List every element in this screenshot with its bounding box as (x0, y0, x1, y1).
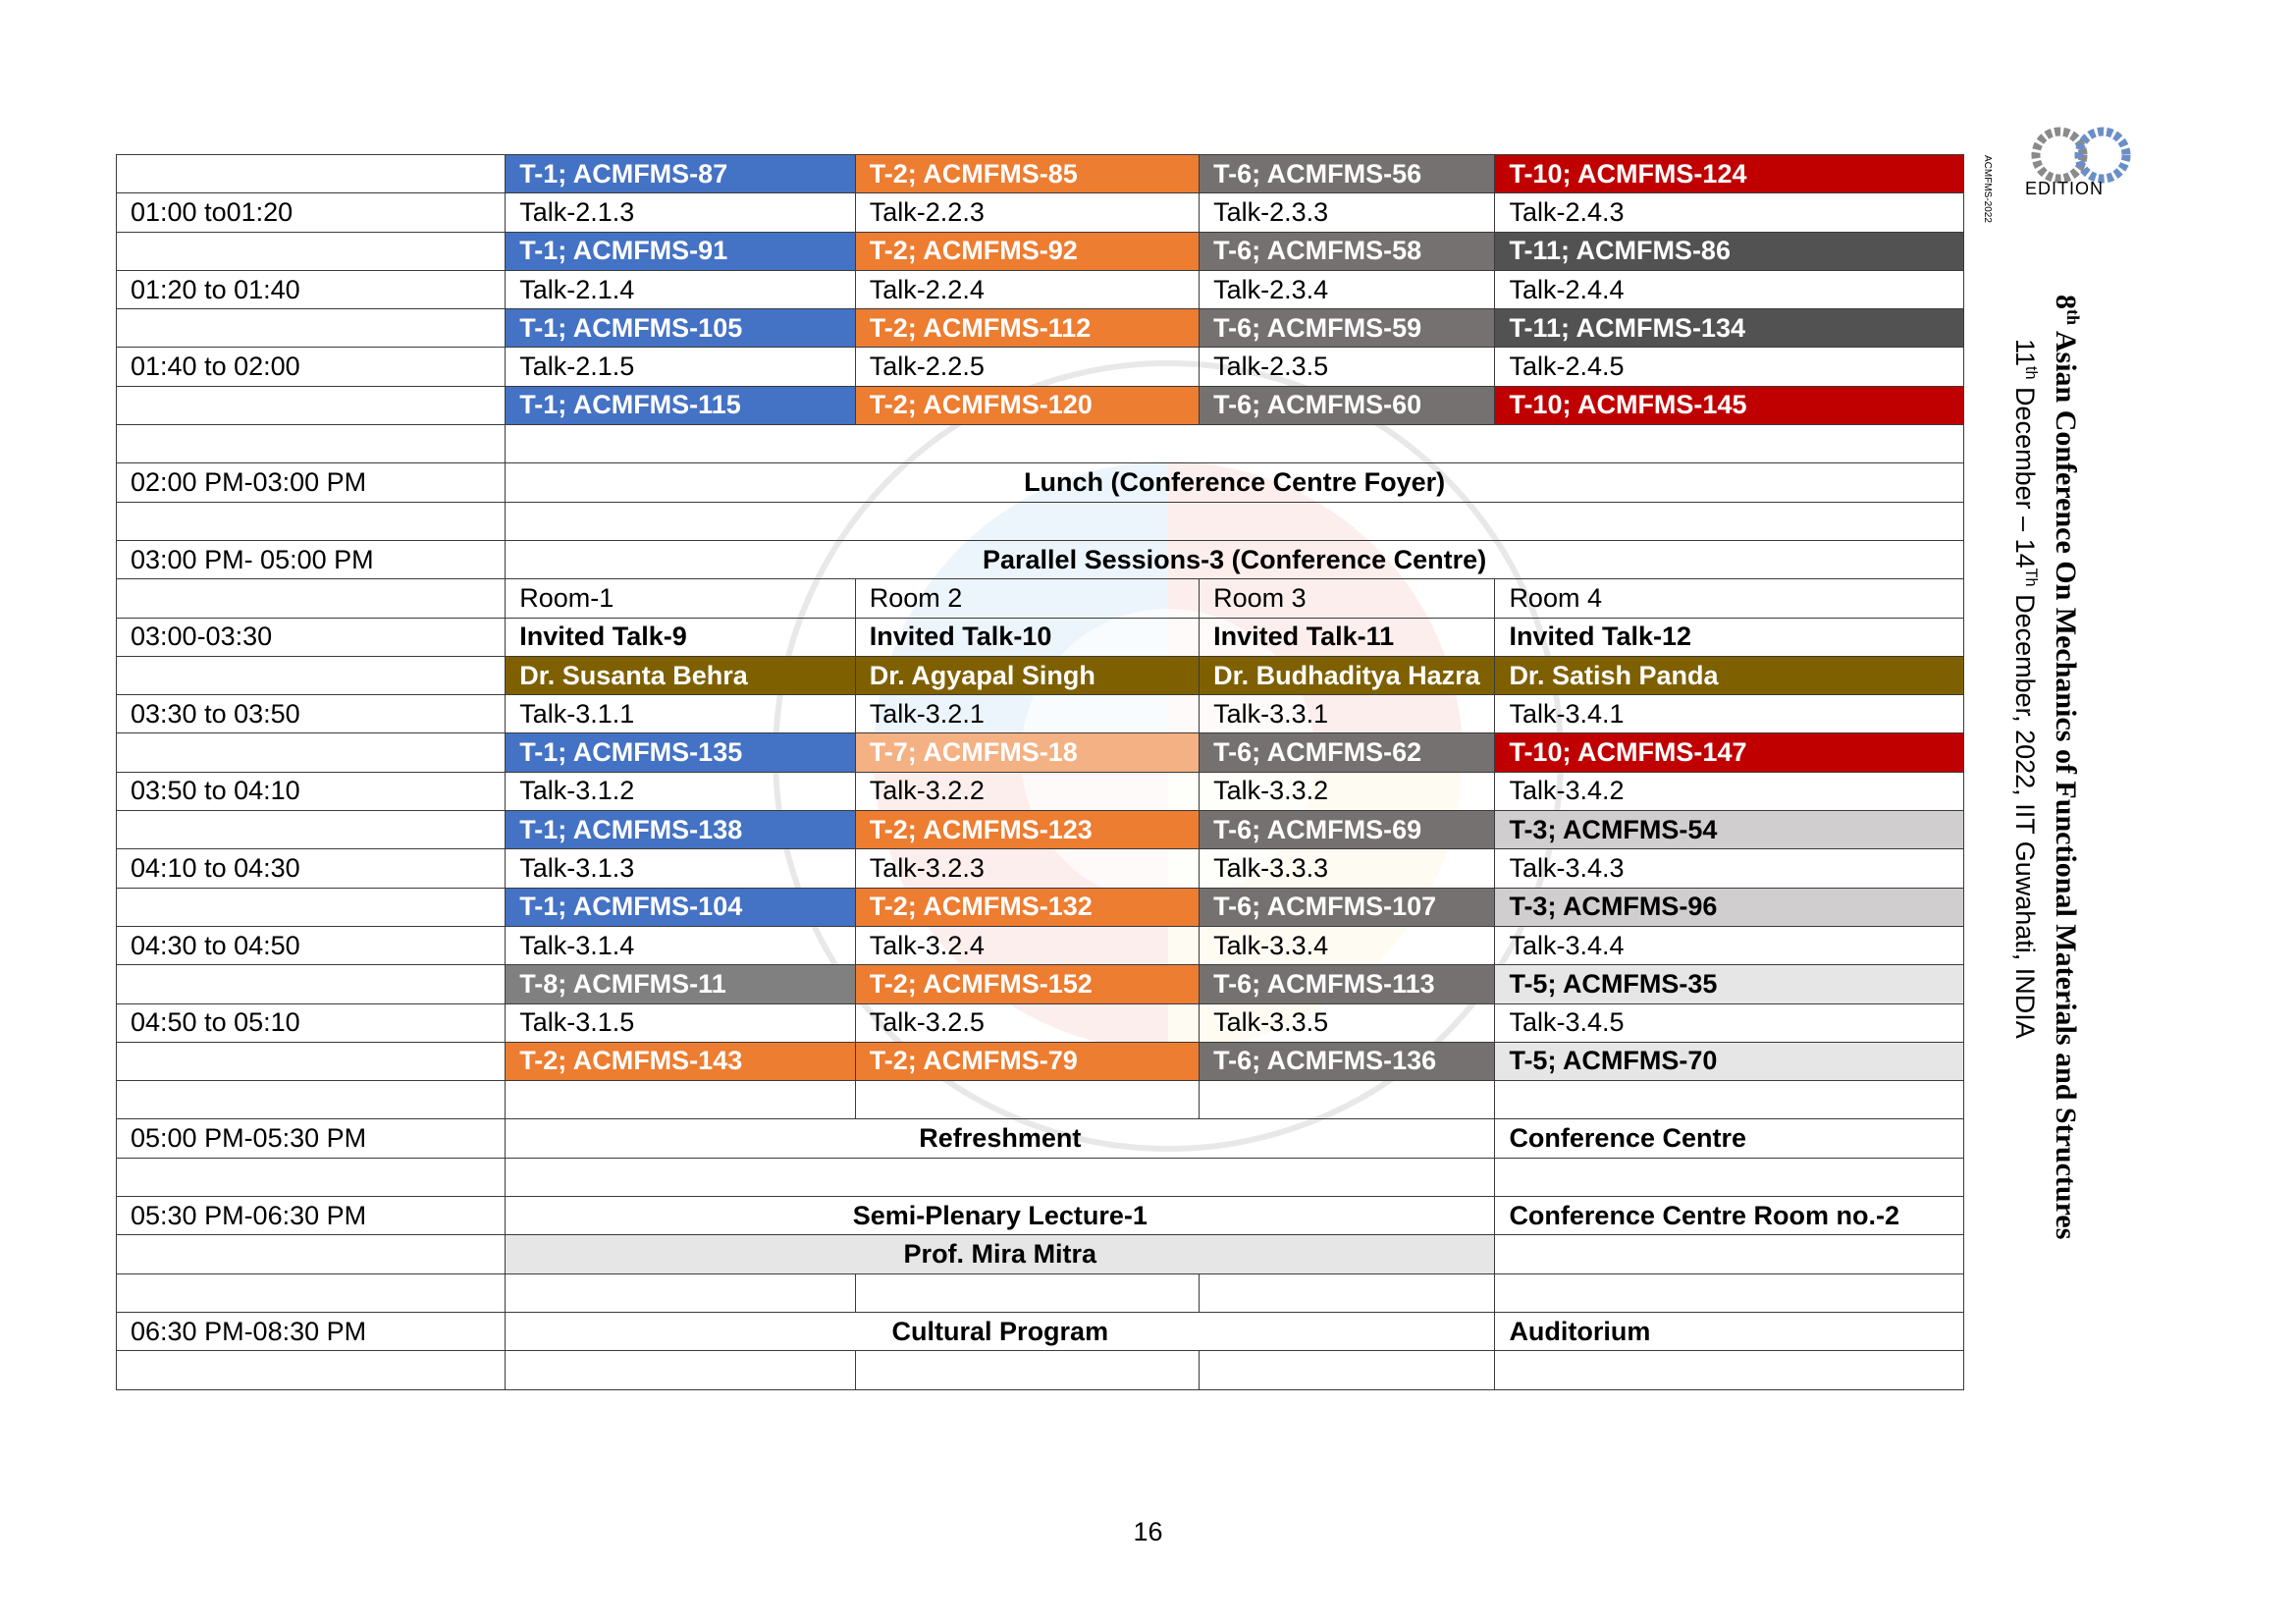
paper-cell: T-8; ACMFMS-11 (506, 965, 856, 1003)
paper-cell: T-2; ACMFMS-143 (506, 1042, 856, 1080)
table-row (117, 1197, 1964, 1235)
time-cell (117, 386, 506, 424)
talk-cell: Talk-3.3.2 (1200, 772, 1495, 810)
table-row (117, 1003, 1964, 1042)
paper-cell: T-1; ACMFMS-135 (506, 733, 856, 772)
lunch-cell: Lunch (Conference Centre Foyer) (506, 463, 1964, 502)
time-cell: 01:00 to01:20 (117, 193, 506, 232)
venue-cell: Conference Centre Room no.-2 (1495, 1197, 1964, 1235)
talk-cell: Talk-2.4.4 (1495, 270, 1964, 308)
paper-cell: T-1; ACMFMS-91 (506, 232, 856, 270)
span-cell (506, 502, 1964, 540)
paper-cell: T-6; ACMFMS-113 (1200, 965, 1495, 1003)
time-cell (117, 888, 506, 926)
logo-edition-text: EDITION (2025, 179, 2105, 198)
table-row (117, 1081, 1964, 1119)
invited-talk-cell: Invited Talk-11 (1200, 618, 1495, 656)
talk-cell: Talk-3.2.3 (855, 849, 1199, 888)
talk-cell: Talk-2.4.3 (1495, 193, 1964, 232)
paper-cell: T-6; ACMFMS-60 (1200, 386, 1495, 424)
speaker-cell: Dr. Susanta Behra (506, 656, 856, 694)
title-ordinal-suffix: th (2063, 309, 2083, 326)
paper-cell: T-2; ACMFMS-123 (855, 811, 1199, 849)
speaker-cell: Dr. Budhaditya Hazra (1200, 656, 1495, 694)
empty-cell (855, 1081, 1199, 1119)
table-row (117, 965, 1964, 1003)
time-cell: 04:10 to 04:30 (117, 849, 506, 888)
table-row (117, 926, 1964, 964)
plenary-speaker-cell: Prof. Mira Mitra (506, 1235, 1495, 1273)
time-cell: 06:30 PM-08:30 PM (117, 1312, 506, 1350)
table-row (117, 309, 1964, 348)
venue-cell (1495, 1158, 1964, 1196)
venue-cell (1495, 1235, 1964, 1273)
time-cell (117, 1042, 506, 1080)
talk-cell: Talk-3.3.3 (1200, 849, 1495, 888)
paper-cell: T-7; ACMFMS-18 (855, 733, 1199, 772)
table-row (117, 425, 1964, 463)
talk-cell: Talk-2.2.3 (855, 193, 1199, 232)
time-cell (117, 965, 506, 1003)
paper-cell: T-2; ACMFMS-120 (855, 386, 1199, 424)
time-cell: 03:50 to 04:10 (117, 772, 506, 810)
table-row (117, 849, 1964, 888)
talk-cell: Talk-3.1.1 (506, 695, 856, 733)
room-cell: Room 2 (855, 579, 1199, 618)
paper-cell: T-6; ACMFMS-136 (1200, 1042, 1495, 1080)
time-cell (117, 155, 506, 193)
table-row (117, 733, 1964, 772)
time-cell: 03:00-03:30 (117, 618, 506, 656)
talk-cell: Talk-3.4.2 (1495, 772, 1964, 810)
time-cell (117, 1235, 506, 1273)
time-cell (117, 502, 506, 540)
paper-cell: T-6; ACMFMS-62 (1200, 733, 1495, 772)
cultural-program-cell: Cultural Program (506, 1312, 1495, 1350)
talk-cell: Talk-3.1.5 (506, 1003, 856, 1042)
empty-cell (506, 1351, 856, 1389)
paper-cell: T-6; ACMFMS-59 (1200, 309, 1495, 348)
talk-cell: Talk-3.2.2 (855, 772, 1199, 810)
paper-cell: T-2; ACMFMS-152 (855, 965, 1199, 1003)
table-row (117, 270, 1964, 308)
session-title-cell: Parallel Sessions-3 (Conference Centre) (506, 540, 1964, 578)
table-row (117, 463, 1964, 502)
logo-side-text: ACMFMS-2022 (1982, 155, 1993, 223)
time-cell (117, 425, 506, 463)
date-start-suffix: th (2022, 366, 2040, 380)
table-row (117, 1351, 1964, 1389)
time-cell (117, 1273, 506, 1312)
invited-talk-cell: Invited Talk-9 (506, 618, 856, 656)
table-row (117, 579, 1964, 618)
table-row (117, 811, 1964, 849)
time-cell: 03:00 PM- 05:00 PM (117, 540, 506, 578)
table-row (117, 1235, 1964, 1273)
time-cell (117, 656, 506, 694)
paper-cell: T-5; ACMFMS-70 (1495, 1042, 1964, 1080)
table-row (117, 695, 1964, 733)
paper-cell: T-1; ACMFMS-87 (506, 155, 856, 193)
invited-talk-cell: Invited Talk-12 (1495, 618, 1964, 656)
talk-cell: Talk-2.3.3 (1200, 193, 1495, 232)
room-cell: Room-1 (506, 579, 856, 618)
talk-cell: Talk-2.1.4 (506, 270, 856, 308)
speaker-cell: Dr. Agyapal Singh (855, 656, 1199, 694)
time-cell: 02:00 PM-03:00 PM (117, 463, 506, 502)
talk-cell: Talk-3.4.3 (1495, 849, 1964, 888)
date-rest: December, 2022, IIT Guwahati, INDIA (2010, 586, 2040, 1039)
empty-cell (1200, 1081, 1495, 1119)
time-cell (117, 733, 506, 772)
table-row (117, 386, 1964, 424)
empty-cell (1495, 1273, 1964, 1312)
empty-cell (1200, 1273, 1495, 1312)
paper-cell: T-6; ACMFMS-58 (1200, 232, 1495, 270)
room-cell: Room 4 (1495, 579, 1964, 618)
table-row (117, 1042, 1964, 1080)
talk-cell: Talk-2.1.5 (506, 348, 856, 386)
time-cell (117, 232, 506, 270)
paper-cell: T-2; ACMFMS-132 (855, 888, 1199, 926)
refreshment-cell: Refreshment (506, 1119, 1495, 1158)
paper-cell: T-5; ACMFMS-35 (1495, 965, 1964, 1003)
conference-dates (2009, 339, 2040, 1039)
talk-cell: Talk-2.1.3 (506, 193, 856, 232)
talk-cell: Talk-3.1.4 (506, 926, 856, 964)
title-ordinal: 8 (2050, 295, 2082, 309)
empty-cell (855, 1273, 1199, 1312)
paper-cell: T-6; ACMFMS-107 (1200, 888, 1495, 926)
paper-cell: T-1; ACMFMS-104 (506, 888, 856, 926)
date-end-suffix: Th (2022, 568, 2040, 587)
empty-cell (506, 1081, 856, 1119)
talk-cell: Talk-3.3.4 (1200, 926, 1495, 964)
table-row (117, 193, 1964, 232)
table-row (117, 888, 1964, 926)
date-start-day: 11 (2010, 339, 2040, 367)
empty-cell (1495, 1351, 1964, 1389)
time-cell (117, 309, 506, 348)
table-row (117, 348, 1964, 386)
page-number: 16 (1133, 1517, 1163, 1546)
time-cell: 04:30 to 04:50 (117, 926, 506, 964)
time-cell: 04:50 to 05:10 (117, 1003, 506, 1042)
table-row (117, 1158, 1964, 1196)
paper-cell: T-6; ACMFMS-56 (1200, 155, 1495, 193)
talk-cell: Talk-2.3.5 (1200, 348, 1495, 386)
empty-cell (506, 1273, 856, 1312)
schedule-table (116, 154, 1964, 1390)
invited-talk-cell: Invited Talk-10 (855, 618, 1199, 656)
table-row (117, 1119, 1964, 1158)
date-middle: December – 14 (2010, 379, 2040, 568)
table-row (117, 1312, 1964, 1350)
time-cell (117, 1158, 506, 1196)
time-cell (117, 1081, 506, 1119)
talk-cell: Talk-3.3.1 (1200, 695, 1495, 733)
paper-cell: T-10; ACMFMS-147 (1495, 733, 1964, 772)
conference-title (2049, 295, 2083, 1239)
paper-cell: T-2; ACMFMS-85 (855, 155, 1199, 193)
talk-cell: Talk-3.4.5 (1495, 1003, 1964, 1042)
talk-cell: Talk-2.2.5 (855, 348, 1199, 386)
paper-cell: T-2; ACMFMS-112 (855, 309, 1199, 348)
paper-cell: T-1; ACMFMS-105 (506, 309, 856, 348)
talk-cell: Talk-2.4.5 (1495, 348, 1964, 386)
table-row (117, 232, 1964, 270)
talk-cell: Talk-3.2.5 (855, 1003, 1199, 1042)
table-row (117, 155, 1964, 193)
paper-cell: T-6; ACMFMS-69 (1200, 811, 1495, 849)
talk-cell: Talk-3.1.2 (506, 772, 856, 810)
talk-cell: Talk-3.4.1 (1495, 695, 1964, 733)
talk-cell: Talk-3.2.4 (855, 926, 1199, 964)
paper-cell: T-3; ACMFMS-54 (1495, 811, 1964, 849)
paper-cell: T-1; ACMFMS-115 (506, 386, 856, 424)
time-cell: 05:30 PM-06:30 PM (117, 1197, 506, 1235)
venue-cell: Auditorium (1495, 1312, 1964, 1350)
title-text: Asian Conference On Mechanics of Functional Materials and Structures (2050, 325, 2082, 1240)
talk-cell: Talk-3.1.3 (506, 849, 856, 888)
talk-cell: Talk-3.3.5 (1200, 1003, 1495, 1042)
paper-cell: T-3; ACMFMS-96 (1495, 888, 1964, 926)
empty-cell (1200, 1351, 1495, 1389)
talk-cell: Talk-3.4.4 (1495, 926, 1964, 964)
table-row (117, 540, 1964, 578)
talk-cell: Talk-2.3.4 (1200, 270, 1495, 308)
paper-cell: T-10; ACMFMS-145 (1495, 386, 1964, 424)
time-cell (117, 1351, 506, 1389)
span-cell (506, 1158, 1495, 1196)
paper-cell: T-2; ACMFMS-92 (855, 232, 1199, 270)
speaker-cell: Dr. Satish Panda (1495, 656, 1964, 694)
time-cell (117, 579, 506, 618)
paper-cell: T-11; ACMFMS-134 (1495, 309, 1964, 348)
table-row (117, 502, 1964, 540)
room-cell: Room 3 (1200, 579, 1495, 618)
empty-cell (855, 1351, 1199, 1389)
span-cell (506, 425, 1964, 463)
time-cell: 05:00 PM-05:30 PM (117, 1119, 506, 1158)
paper-cell: T-11; ACMFMS-86 (1495, 232, 1964, 270)
paper-cell: T-1; ACMFMS-138 (506, 811, 856, 849)
plenary-cell: Semi-Plenary Lecture-1 (506, 1197, 1495, 1235)
talk-cell: Talk-3.2.1 (855, 695, 1199, 733)
time-cell: 01:20 to 01:40 (117, 270, 506, 308)
paper-cell: T-2; ACMFMS-79 (855, 1042, 1199, 1080)
table-row (117, 772, 1964, 810)
venue-cell: Conference Centre (1495, 1119, 1964, 1158)
table-row (117, 618, 1964, 656)
time-cell (117, 811, 506, 849)
time-cell: 01:40 to 02:00 (117, 348, 506, 386)
table-row (117, 1273, 1964, 1312)
time-cell: 03:30 to 03:50 (117, 695, 506, 733)
talk-cell: Talk-2.2.4 (855, 270, 1199, 308)
empty-cell (1495, 1081, 1964, 1119)
paper-cell: T-10; ACMFMS-124 (1495, 155, 1964, 193)
table-row (117, 656, 1964, 694)
